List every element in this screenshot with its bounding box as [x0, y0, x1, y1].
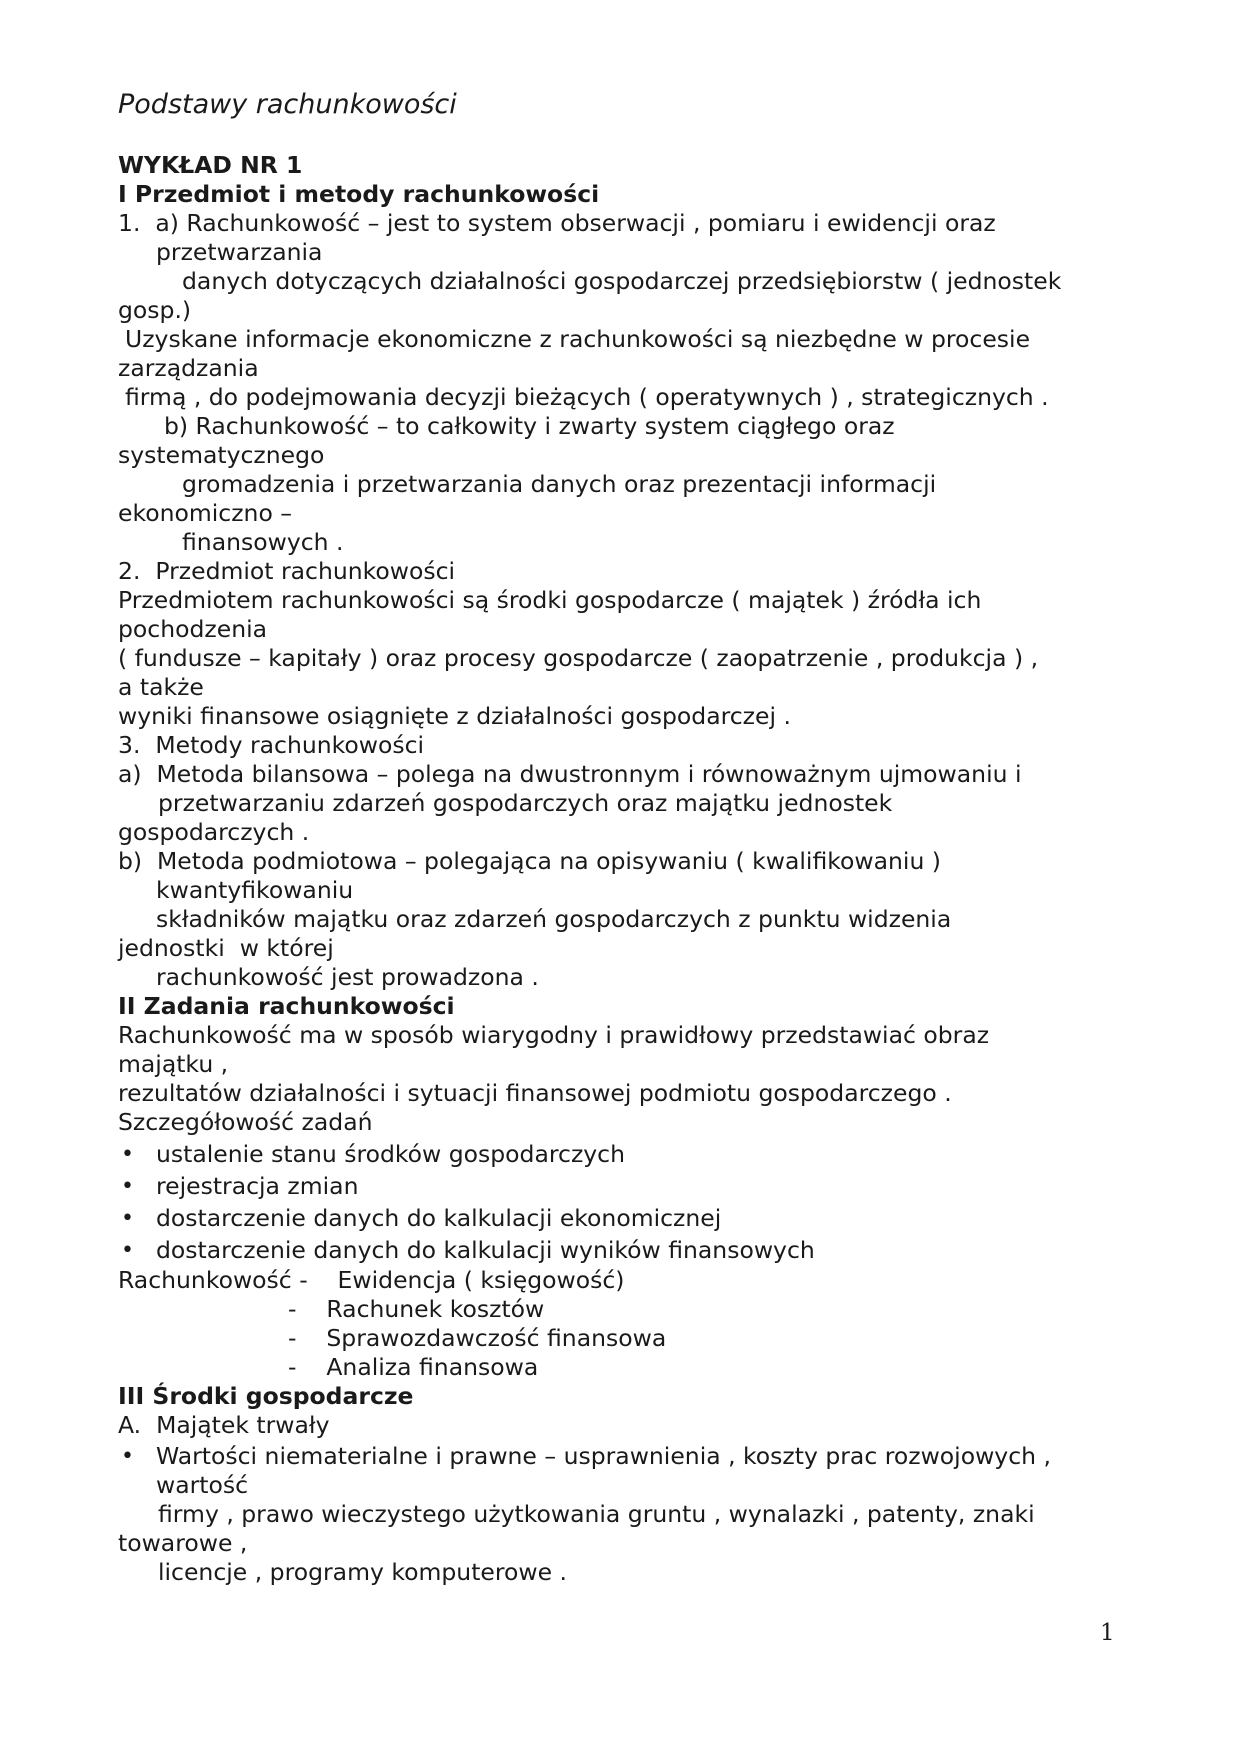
list-item: - Analiza finansowa: [288, 1353, 539, 1381]
bullet-icon: •: [121, 1174, 134, 1199]
list-item: dostarczenie danych do kalkulacji ekonomicznej: [156, 1204, 722, 1232]
bullet-icon: •: [121, 1206, 134, 1231]
bullet-icon: •: [121, 1444, 134, 1469]
text-line: firmy , prawo wieczystego użytkowania gruntu , wynalazki , patenty, znaki: [158, 1500, 1035, 1528]
text-line: przetwarzania: [156, 238, 323, 266]
text-line: Przedmiotem rachunkowości są środki gospodarcze ( majątek ) źródła ich: [118, 586, 982, 614]
text-line: Szczegółowość zadań: [118, 1108, 373, 1136]
list-item: ustalenie stanu środków gospodarczych: [156, 1140, 626, 1168]
text-line: towarowe ,: [118, 1529, 248, 1557]
text-line: A. Majątek trwały: [118, 1411, 330, 1439]
text-line: 2. Przedmiot rachunkowości: [118, 557, 456, 585]
bullet-icon: •: [121, 1238, 134, 1263]
text-line: jednostki w której: [118, 934, 334, 962]
text-line: wyniki finansowe osiągnięte z działalności gospodarczej .: [118, 702, 791, 730]
text-line: pochodzenia: [118, 615, 268, 643]
bullet-icon: •: [121, 1142, 134, 1167]
lecture-heading: WYKŁAD NR 1: [118, 151, 303, 179]
text-line: gosp.): [118, 296, 192, 324]
text-line: gromadzenia i przetwarzania danych oraz prezentacji informacji: [182, 470, 937, 498]
text-line: kwantyfikowaniu: [156, 876, 354, 904]
list-item: dostarczenie danych do kalkulacji wyników finansowych: [156, 1236, 815, 1264]
list-item: Wartości niematerialne i prawne – usprawnienia , koszty prac rozwojowych ,: [156, 1442, 1051, 1470]
list-item: - Sprawozdawczość finansowa: [288, 1324, 667, 1352]
text-line: licencje , programy komputerowe .: [158, 1558, 568, 1586]
text-line: 3. Metody rachunkowości: [118, 731, 425, 759]
text-line: a także: [118, 673, 204, 701]
text-line: przetwarzaniu zdarzeń gospodarczych oraz majątku jednostek: [158, 789, 893, 817]
text-line: finansowych .: [182, 528, 344, 556]
list-item: - Rachunek kosztów: [288, 1295, 545, 1323]
text-line: gospodarczych .: [118, 818, 310, 846]
text-line: zarządzania: [118, 354, 259, 382]
section-heading: I Przedmiot i metody rachunkowości: [118, 180, 600, 208]
text-line: firmą , do podejmowania decyzji bieżących ( operatywnych ) , strategicznych .: [125, 383, 1049, 411]
text-line: wartość: [156, 1471, 249, 1499]
section-heading: II Zadania rachunkowości: [118, 992, 455, 1020]
document-title: Podstawy rachunkowości: [118, 89, 457, 120]
text-line: rezultatów działalności i sytuacji finansowej podmiotu gospodarczego .: [118, 1079, 952, 1107]
text-line: danych dotyczących działalności gospodarczej przedsiębiorstw ( jednostek: [182, 267, 1062, 295]
text-line: b) Metoda podmiotowa – polegająca na opisywaniu ( kwalifikowaniu ): [118, 847, 941, 875]
text-line: ekonomiczno –: [118, 499, 293, 527]
text-line: Uzyskane informacje ekonomiczne z rachunkowości są niezbędne w procesie: [125, 325, 1031, 353]
text-line: rachunkowość jest prowadzona .: [156, 963, 539, 991]
text-line: b) Rachunkowość – to całkowity i zwarty system ciągłego oraz: [164, 412, 895, 440]
section-heading: III Środki gospodarcze: [118, 1382, 414, 1410]
text-line: 1. a) Rachunkowość – jest to system obserwacji , pomiaru i ewidencji oraz: [118, 209, 996, 237]
text-line: majątku ,: [118, 1050, 229, 1078]
list-item: rejestracja zmian: [156, 1172, 359, 1200]
text-line: Rachunkowość ma w sposób wiarygodny i prawidłowy przedstawiać obraz: [118, 1021, 990, 1049]
text-line: składników majątku oraz zdarzeń gospodarczych z punktu widzenia: [156, 905, 952, 933]
text-line: systematycznego: [118, 441, 325, 469]
page-number: 1: [1100, 1620, 1115, 1646]
text-line: ( fundusze – kapitały ) oraz procesy gospodarcze ( zaopatrzenie , produkcja ) ,: [118, 644, 1039, 672]
text-line: Rachunkowość - Ewidencja ( księgowość): [118, 1266, 625, 1294]
text-line: a) Metoda bilansowa – polega na dwustronnym i równoważnym ujmowaniu i: [118, 760, 1022, 788]
